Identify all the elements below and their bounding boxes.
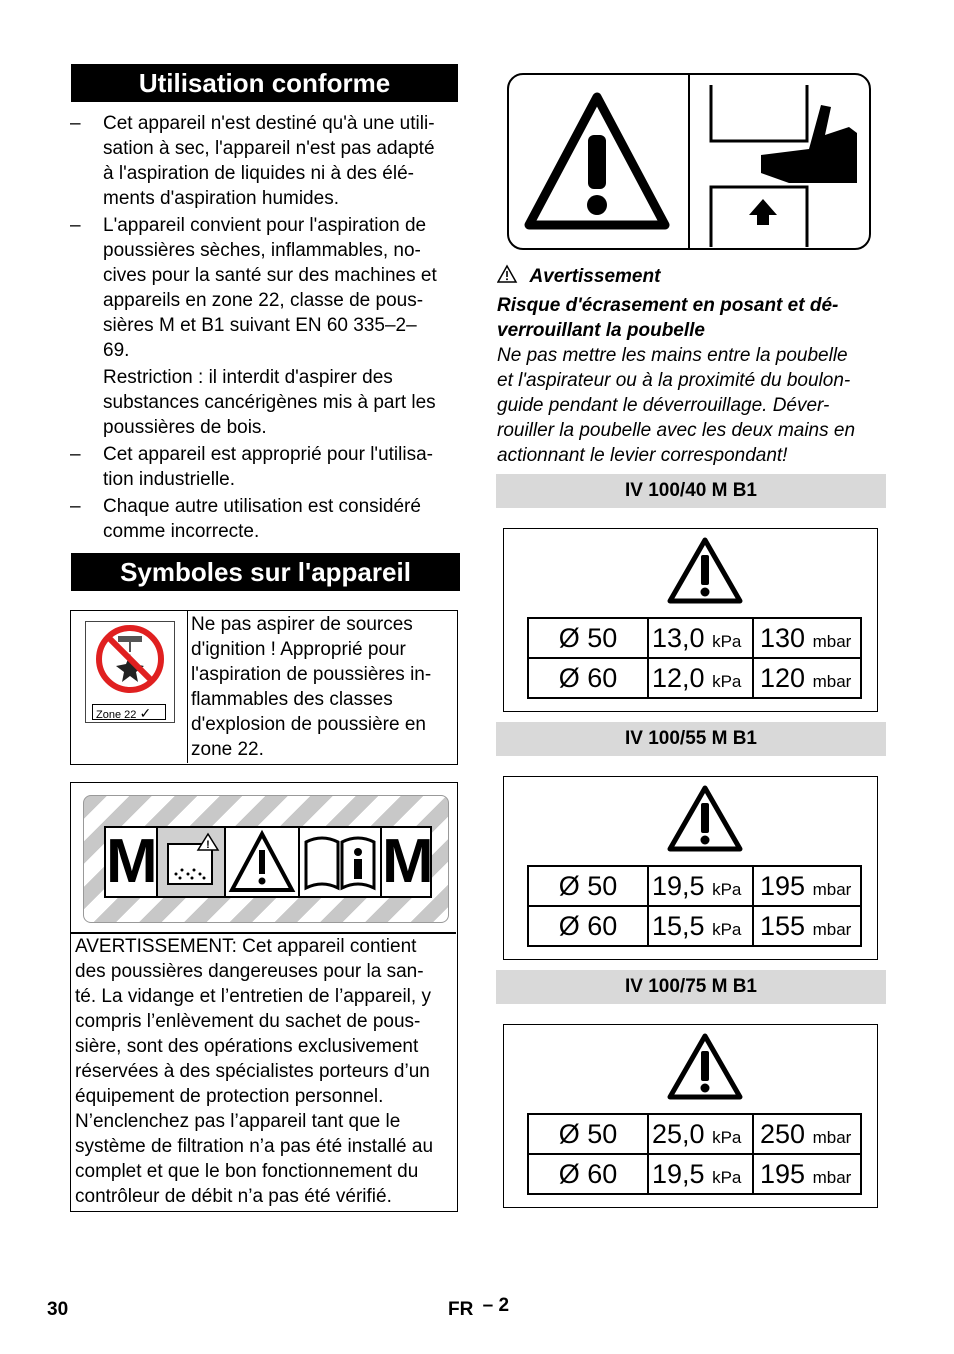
page-number: 30: [47, 1299, 69, 1320]
list-item-line: Cet appareil n'est destiné qu'à une utili-: [103, 113, 435, 134]
kpa-value: 13,0: [652, 622, 705, 653]
kpa-value: 19,5: [652, 870, 705, 901]
symbol-text-line: zone 22.: [191, 739, 264, 760]
mbar-unit: mbar: [812, 671, 852, 691]
symbol-dust-box: [70, 782, 458, 1212]
warning-heading: [497, 264, 660, 288]
warning-triangle-icon: [666, 783, 744, 853]
symbol-text-line: d'explosion de poussière en: [191, 714, 426, 735]
mbar-unit: mbar: [812, 879, 852, 899]
symbol-ignition-text: [191, 612, 457, 762]
pressure-table: [527, 617, 862, 699]
mbar-unit: mbar: [812, 631, 852, 651]
diameter-cell: Ø 50: [528, 618, 648, 658]
warning-subtitle: [497, 293, 887, 343]
mbar-cell: [753, 658, 861, 698]
mbar-unit: mbar: [812, 1167, 852, 1187]
mbar-cell: [753, 1114, 861, 1154]
body-line: rouiller la poubelle avec les deux mains en: [497, 420, 856, 441]
list-item-line: appareils en zone 22, classe de pous-: [103, 290, 424, 311]
table-row: [528, 658, 861, 698]
page-lang: [448, 1295, 510, 1321]
warning-text-line: AVERTISSEMENT: Cet appareil contient: [75, 936, 417, 957]
kpa-cell: [648, 1154, 753, 1194]
crush-warning-pictogram: [507, 73, 871, 250]
list-item-line: sières M et B1 suivant EN 60 335–2–: [103, 315, 417, 336]
mbar-value: 250: [760, 1118, 806, 1149]
warning-text-line: sière, sont des opérations exclusivement: [75, 1036, 419, 1057]
mbar-value: 120: [760, 662, 806, 693]
kpa-cell: [648, 906, 753, 946]
model-name: IV 100/40 M B1: [496, 474, 886, 508]
kpa-cell: [648, 618, 753, 658]
mbar-value: 155: [760, 910, 806, 941]
warning-text-line: N’enclenchez pas l’appareil tant que le: [75, 1111, 401, 1132]
body-line: guide pendant le déverrouillage. Déver-: [497, 395, 830, 416]
body-line: et l'aspirateur ou à la proximité du boulon-: [497, 370, 851, 391]
symbol-text-line: d'ignition ! Approprié pour: [191, 639, 406, 660]
list-item-line: poussières de bois.: [103, 417, 267, 438]
symbol-text-line: flammables des classes: [191, 689, 393, 710]
body-line: Ne pas mettre les mains entre la poubelle: [497, 345, 848, 366]
svg-text:!: !: [206, 839, 210, 851]
list-item: [70, 442, 462, 492]
warning-title: Avertissement: [529, 266, 661, 287]
no-ignition-sign: [85, 621, 175, 723]
diameter-cell: Ø 60: [528, 658, 648, 698]
model-pressure-box: [503, 776, 878, 960]
mbar-unit: mbar: [812, 1127, 852, 1147]
warning-text-line: compris l’enlèvement du sachet de pous-: [75, 1011, 421, 1032]
symbol-text-line: Ne pas aspirer de sources: [191, 614, 413, 635]
list-item: [70, 111, 462, 211]
list-dash: –: [70, 444, 81, 465]
kpa-unit: kPa: [712, 631, 742, 651]
list-dash: –: [70, 113, 81, 134]
table-row: [528, 618, 861, 658]
mbar-cell: [753, 866, 861, 906]
warning-text-line: réservées à des spécialistes porteurs d’un: [75, 1061, 430, 1082]
warning-body: [497, 343, 887, 468]
list-item: [70, 494, 462, 544]
kpa-value: 19,5: [652, 1158, 705, 1189]
kpa-unit: kPa: [712, 1167, 742, 1187]
lang-sep: –: [482, 1295, 494, 1316]
diameter-cell: Ø 60: [528, 906, 648, 946]
table-row: [528, 866, 861, 906]
list-item-line: Chaque autre utilisation est considéré: [103, 496, 421, 517]
lang-sub: 2: [498, 1295, 510, 1316]
list-item-line: cives pour la santé sur des machines et: [103, 265, 437, 286]
kpa-value: 25,0: [652, 1118, 705, 1149]
model-name: IV 100/55 M B1: [496, 722, 886, 756]
kpa-value: 15,5: [652, 910, 705, 941]
warning-triangle-icon: [666, 1031, 744, 1101]
list-item-line: Restriction : il interdit d'aspirer des: [103, 367, 393, 388]
warning-text-line: complet et que le bon fonctionnement du: [75, 1161, 419, 1182]
list-item-line: poussières sèches, inflammables, no-: [103, 240, 421, 261]
heading-symboles: Symboles sur l'appareil: [71, 553, 460, 591]
kpa-value: 12,0: [652, 662, 705, 693]
model-pressure-box: [503, 1024, 878, 1208]
kpa-unit: kPa: [712, 1127, 742, 1147]
kpa-unit: kPa: [712, 879, 742, 899]
mbar-value: 195: [760, 870, 806, 901]
subtitle-line: Risque d'écrasement en posant et dé-: [497, 295, 839, 316]
kpa-unit: kPa: [712, 919, 742, 939]
list-item-line: L'appareil convient pour l'aspiration de: [103, 215, 427, 236]
dust-container-icon: [158, 828, 226, 896]
mbar-cell: [753, 1154, 861, 1194]
diameter-cell: Ø 50: [528, 866, 648, 906]
manual-info-icon: [300, 828, 382, 896]
list-dash: –: [70, 496, 81, 517]
kpa-cell: [648, 1114, 753, 1154]
m-class-left: M: [106, 827, 158, 896]
table-row: [528, 906, 861, 946]
warning-text-line: contrôleur de débit n’a pas été vérifié.: [75, 1186, 392, 1207]
list-item-line: sation à sec, l'appareil n'est pas adapté: [103, 138, 435, 159]
list-item-line: substances cancérigènes mis à part les: [103, 392, 436, 413]
kpa-unit: kPa: [712, 671, 742, 691]
check-icon: ✓: [139, 705, 152, 721]
symbol-ignition-box: [70, 610, 458, 765]
mbar-value: 195: [760, 1158, 806, 1189]
usage-list: [70, 111, 462, 546]
list-item-line: comme incorrecte.: [103, 521, 260, 542]
list-item-line: tion industrielle.: [103, 469, 236, 490]
mbar-unit: mbar: [812, 919, 852, 939]
crush-hazard-icon: [509, 75, 869, 248]
dust-class-label: [83, 795, 449, 923]
mbar-cell: [753, 618, 861, 658]
kpa-cell: [648, 658, 753, 698]
list-dash: –: [70, 215, 81, 236]
table-row: [528, 1154, 861, 1194]
lang-code: FR: [448, 1299, 474, 1320]
list-item-line: à l'aspiration de liquides ni à des élé-: [103, 163, 414, 184]
table-row: [528, 1114, 861, 1154]
list-item-line: Cet appareil est approprié pour l'utilisa-: [103, 444, 433, 465]
warning-text-line: des poussières dangereuses pour la san-: [75, 961, 424, 982]
list-item-line: ments d'aspiration humides.: [103, 188, 339, 209]
mbar-cell: [753, 906, 861, 946]
dust-warning-text: [75, 934, 455, 1209]
diameter-cell: Ø 60: [528, 1154, 648, 1194]
list-item: [70, 365, 462, 440]
model-pressure-box: [503, 528, 878, 712]
zone-label: Zone 22: [96, 709, 137, 721]
pressure-table: [527, 1113, 862, 1195]
warning-triangle-icon: [666, 535, 744, 605]
model-name: IV 100/75 M B1: [496, 970, 886, 1004]
warning-text-line: équipement de protection personnel.: [75, 1086, 384, 1107]
pressure-table: [527, 865, 862, 947]
heading-utilisation: Utilisation conforme: [71, 64, 458, 102]
list-item: [70, 213, 462, 363]
kpa-cell: [648, 866, 753, 906]
diameter-cell: Ø 50: [528, 1114, 648, 1154]
warning-text-line: té. La vidange et l’entretien de l’appareil, y: [75, 986, 431, 1007]
symbol-text-line: l'aspiration de poussières in-: [191, 664, 432, 685]
m-class-right: M: [382, 827, 434, 896]
warning-text-line: système de filtration n’a pas été installé au: [75, 1136, 434, 1157]
warning-triangle-small-icon: [497, 264, 519, 284]
warning-triangle-icon: [226, 828, 300, 896]
list-item-line: 69.: [103, 340, 130, 361]
subtitle-line: verrouillant la poubelle: [497, 320, 705, 341]
mbar-value: 130: [760, 622, 806, 653]
body-line: actionnant le levier correspondant!: [497, 445, 788, 466]
